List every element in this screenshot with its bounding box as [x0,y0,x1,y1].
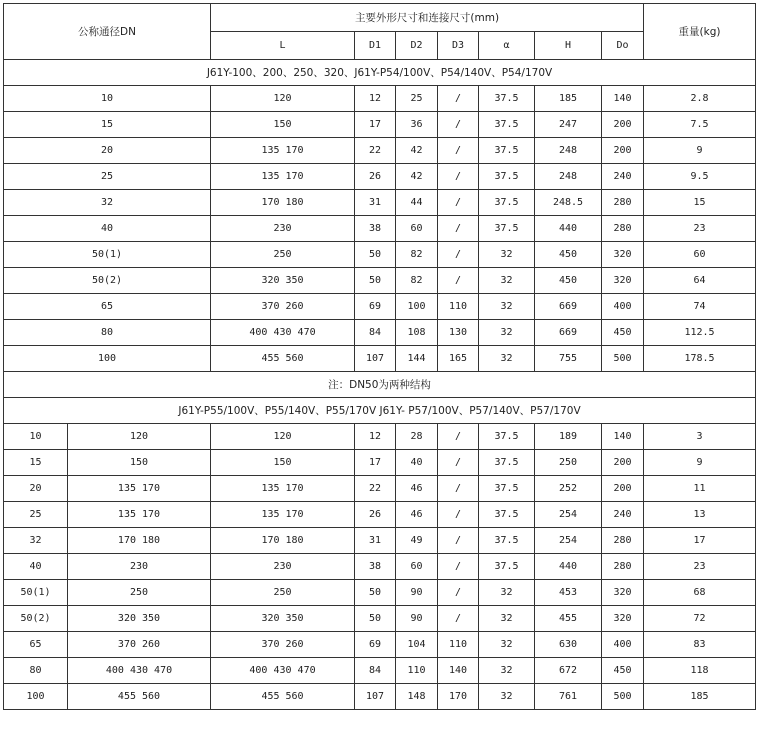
l-extra-cell: 370 260 [68,632,211,658]
table-row [4,528,756,554]
h-cell: 755 [535,346,602,372]
do-cell: 320 [602,268,644,294]
l-cell: 135 170 [211,138,355,164]
d2-cell: 36 [396,112,438,138]
w-cell: 60 [644,242,756,268]
d1-cell: 26 [355,164,396,190]
w-cell: 7.5 [644,112,756,138]
do-cell: 200 [602,476,644,502]
w-cell: 23 [644,554,756,580]
d3-cell: / [438,450,479,476]
d1-cell: 12 [355,86,396,112]
d2-cell: 42 [396,138,438,164]
a-cell: 32 [479,606,535,632]
w-cell: 9 [644,138,756,164]
table-row [4,554,756,580]
d1-cell: 107 [355,346,396,372]
dn-cell: 10 [4,424,68,450]
h-cell: 189 [535,424,602,450]
d1-cell: 84 [355,320,396,346]
l-cell: 455 560 [211,684,355,710]
d3-cell: / [438,216,479,242]
d3-cell: / [438,554,479,580]
l-cell: 150 [211,112,355,138]
w-cell: 9.5 [644,164,756,190]
a-cell: 37.5 [479,424,535,450]
dn-cell: 50(2) [4,606,68,632]
w-cell: 68 [644,580,756,606]
l-extra-cell: 150 [68,450,211,476]
d3-cell: / [438,424,479,450]
l-cell: 135 170 [211,476,355,502]
d3-cell: 170 [438,684,479,710]
do-cell: 240 [602,502,644,528]
d2-cell: 60 [396,216,438,242]
d3-cell: / [438,528,479,554]
d2-cell: 82 [396,268,438,294]
table-row [4,658,756,684]
dn-cell: 80 [4,658,68,684]
h-cell: 761 [535,684,602,710]
h-cell: 440 [535,216,602,242]
d1-cell: 17 [355,450,396,476]
d1-cell: 22 [355,138,396,164]
a-cell: 32 [479,320,535,346]
h-cell: 450 [535,242,602,268]
table-row [4,320,756,346]
do-cell: 200 [602,450,644,476]
h-cell: 248 [535,138,602,164]
l-cell: 250 [211,580,355,606]
a-cell: 37.5 [479,164,535,190]
section2-title: J61Y-P55/100V、P55/140V、P55/170V J61Y- P57/100V、P57/140V、P57/170V [4,398,756,424]
d1-cell: 17 [355,112,396,138]
valve-spec-table [3,3,756,710]
d1-cell: 69 [355,632,396,658]
l-cell: 400 430 470 [211,658,355,684]
table-row [4,86,756,112]
w-cell: 15 [644,190,756,216]
w-cell: 83 [644,632,756,658]
table-row [4,476,756,502]
d3-cell: / [438,242,479,268]
do-cell: 280 [602,554,644,580]
d2-cell: 46 [396,502,438,528]
dn-cell: 32 [4,190,211,216]
d2-cell: 108 [396,320,438,346]
d2-cell: 25 [396,86,438,112]
a-cell: 32 [479,294,535,320]
d2-cell: 90 [396,606,438,632]
dn-cell: 50(1) [4,580,68,606]
main-dimensions-header: 主要外形尺寸和连接尺寸(mm) [211,4,644,32]
do-cell: 320 [602,606,644,632]
do-cell: 320 [602,580,644,606]
d3-cell: / [438,268,479,294]
a-cell: 37.5 [479,216,535,242]
l-extra-cell: 320 350 [68,606,211,632]
do-cell: 320 [602,242,644,268]
l-extra-cell: 400 430 470 [68,658,211,684]
l-extra-cell: 120 [68,424,211,450]
table-row [4,684,756,710]
w-cell: 11 [644,476,756,502]
d1-cell: 31 [355,528,396,554]
dn-cell: 25 [4,502,68,528]
h-cell: 455 [535,606,602,632]
w-cell: 17 [644,528,756,554]
table-row [4,164,756,190]
h-cell: 250 [535,450,602,476]
table-row [4,580,756,606]
do-cell: 500 [602,684,644,710]
l-extra-cell: 250 [68,580,211,606]
dn50-note: 注：DN50为两种结构 [4,372,756,398]
l-extra-cell: 135 170 [68,502,211,528]
d1-cell: 107 [355,684,396,710]
col-header-d1: D1 [355,32,396,60]
d3-cell: / [438,112,479,138]
do-cell: 140 [602,86,644,112]
a-cell: 37.5 [479,476,535,502]
dn-cell: 80 [4,320,211,346]
h-cell: 252 [535,476,602,502]
l-cell: 455 560 [211,346,355,372]
do-cell: 450 [602,658,644,684]
d1-cell: 50 [355,242,396,268]
d2-cell: 104 [396,632,438,658]
a-cell: 37.5 [479,138,535,164]
table-row [4,138,756,164]
a-cell: 37.5 [479,112,535,138]
do-cell: 200 [602,138,644,164]
do-cell: 400 [602,294,644,320]
dn-cell: 100 [4,346,211,372]
col-header-d2: D2 [396,32,438,60]
dn-cell: 20 [4,138,211,164]
d2-cell: 90 [396,580,438,606]
d3-cell: 140 [438,658,479,684]
l-cell: 135 170 [211,164,355,190]
d3-cell: 165 [438,346,479,372]
a-cell: 32 [479,632,535,658]
d2-cell: 44 [396,190,438,216]
nominal-diameter-header: 公称通径DN [4,4,211,60]
dn-cell: 50(1) [4,242,211,268]
table-row [4,242,756,268]
h-cell: 248 [535,164,602,190]
w-cell: 112.5 [644,320,756,346]
dn-cell: 32 [4,528,68,554]
do-cell: 500 [602,346,644,372]
d1-cell: 38 [355,216,396,242]
col-header-d3: D3 [438,32,479,60]
d2-cell: 46 [396,476,438,502]
l-extra-cell: 170 180 [68,528,211,554]
dn-cell: 100 [4,684,68,710]
h-cell: 440 [535,554,602,580]
w-cell: 13 [644,502,756,528]
l-extra-cell: 135 170 [68,476,211,502]
d2-cell: 110 [396,658,438,684]
h-cell: 630 [535,632,602,658]
w-cell: 185 [644,684,756,710]
table-row [4,268,756,294]
d2-cell: 49 [396,528,438,554]
d3-cell: 110 [438,632,479,658]
d2-cell: 100 [396,294,438,320]
w-cell: 64 [644,268,756,294]
a-cell: 32 [479,580,535,606]
h-cell: 450 [535,268,602,294]
d2-cell: 42 [396,164,438,190]
dn-cell: 10 [4,86,211,112]
l-cell: 120 [211,86,355,112]
table-row [4,346,756,372]
a-cell: 37.5 [479,450,535,476]
dn-cell: 25 [4,164,211,190]
l-cell: 135 170 [211,502,355,528]
do-cell: 280 [602,528,644,554]
table-row [4,632,756,658]
d3-cell: / [438,606,479,632]
table-row [4,294,756,320]
l-cell: 150 [211,450,355,476]
d1-cell: 12 [355,424,396,450]
h-cell: 247 [535,112,602,138]
a-cell: 32 [479,658,535,684]
table-row [4,216,756,242]
d1-cell: 31 [355,190,396,216]
d1-cell: 50 [355,580,396,606]
w-cell: 9 [644,450,756,476]
do-cell: 450 [602,320,644,346]
d3-cell: / [438,164,479,190]
a-cell: 37.5 [479,502,535,528]
do-cell: 200 [602,112,644,138]
dn-cell: 65 [4,632,68,658]
table-row [4,502,756,528]
d1-cell: 50 [355,606,396,632]
d2-cell: 28 [396,424,438,450]
w-cell: 23 [644,216,756,242]
a-cell: 37.5 [479,86,535,112]
d3-cell: / [438,138,479,164]
h-cell: 254 [535,502,602,528]
a-cell: 37.5 [479,554,535,580]
col-header-alpha: α [479,32,535,60]
do-cell: 140 [602,424,644,450]
dn-cell: 50(2) [4,268,211,294]
l-extra-cell: 230 [68,554,211,580]
dn-cell: 65 [4,294,211,320]
d1-cell: 38 [355,554,396,580]
d2-cell: 148 [396,684,438,710]
a-cell: 37.5 [479,190,535,216]
d2-cell: 60 [396,554,438,580]
h-cell: 248.5 [535,190,602,216]
table-row [4,112,756,138]
dn-cell: 20 [4,476,68,502]
d3-cell: / [438,476,479,502]
do-cell: 280 [602,216,644,242]
d2-cell: 82 [396,242,438,268]
a-cell: 32 [479,346,535,372]
do-cell: 240 [602,164,644,190]
l-extra-cell: 455 560 [68,684,211,710]
h-cell: 669 [535,294,602,320]
w-cell: 74 [644,294,756,320]
d1-cell: 84 [355,658,396,684]
col-header-h: H [535,32,602,60]
section1-title: J61Y-100、200、250、320、J61Y-P54/100V、P54/140V、P54/170V [4,60,756,86]
h-cell: 453 [535,580,602,606]
l-cell: 230 [211,554,355,580]
d1-cell: 22 [355,476,396,502]
d3-cell: / [438,190,479,216]
dn-cell: 40 [4,554,68,580]
h-cell: 672 [535,658,602,684]
d2-cell: 40 [396,450,438,476]
dn-cell: 15 [4,450,68,476]
table-row [4,424,756,450]
h-cell: 185 [535,86,602,112]
l-cell: 250 [211,242,355,268]
a-cell: 37.5 [479,528,535,554]
d3-cell: / [438,502,479,528]
l-cell: 320 350 [211,606,355,632]
l-cell: 400 430 470 [211,320,355,346]
d3-cell: / [438,580,479,606]
l-cell: 230 [211,216,355,242]
l-cell: 120 [211,424,355,450]
l-cell: 320 350 [211,268,355,294]
a-cell: 32 [479,684,535,710]
do-cell: 400 [602,632,644,658]
w-cell: 3 [644,424,756,450]
l-cell: 370 260 [211,294,355,320]
l-cell: 170 180 [211,190,355,216]
d3-cell: 110 [438,294,479,320]
d1-cell: 50 [355,268,396,294]
dn-cell: 40 [4,216,211,242]
w-cell: 118 [644,658,756,684]
d3-cell: 130 [438,320,479,346]
h-cell: 254 [535,528,602,554]
d1-cell: 26 [355,502,396,528]
h-cell: 669 [535,320,602,346]
dn-cell: 15 [4,112,211,138]
weight-header: 重量(kg) [644,4,756,60]
d1-cell: 69 [355,294,396,320]
d2-cell: 144 [396,346,438,372]
l-cell: 370 260 [211,632,355,658]
do-cell: 280 [602,190,644,216]
w-cell: 178.5 [644,346,756,372]
col-header-do: Do [602,32,644,60]
w-cell: 72 [644,606,756,632]
a-cell: 32 [479,242,535,268]
l-cell: 170 180 [211,528,355,554]
table-row [4,606,756,632]
col-header-l: L [211,32,355,60]
w-cell: 2.8 [644,86,756,112]
d3-cell: / [438,86,479,112]
table-row [4,450,756,476]
table-row [4,190,756,216]
a-cell: 32 [479,268,535,294]
